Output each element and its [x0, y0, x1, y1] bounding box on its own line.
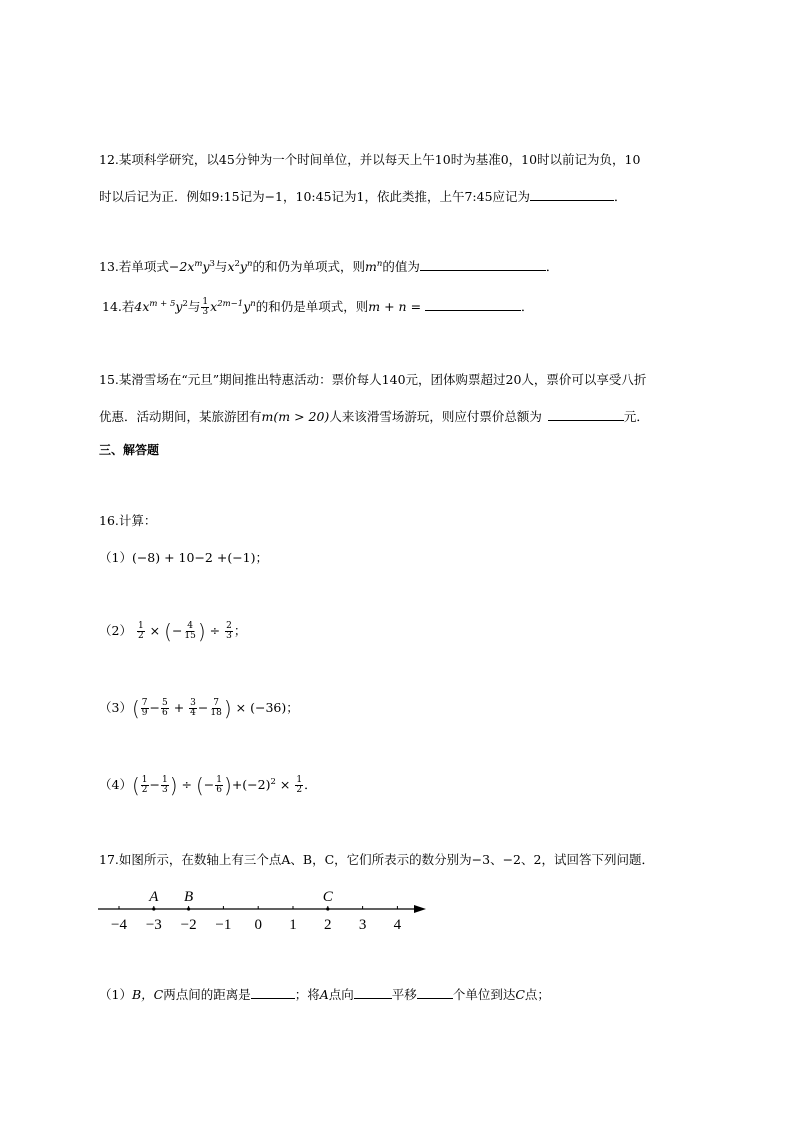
q12-line2: [99, 188, 627, 205]
frac-den: 2: [296, 785, 303, 795]
number-line-tick-label: 0: [254, 917, 262, 933]
q17-p1-c: C: [515, 987, 525, 1002]
left-paren: (: [195, 773, 204, 798]
q16-p4-frac1: [141, 776, 149, 795]
frac-den: 3: [226, 631, 232, 641]
q15-var: m(m > 20): [261, 409, 330, 424]
q12-text-2: 时以后记为正．例如9:15记为−1，10:45记为1，依此类推，上午7:45应记为: [99, 189, 531, 204]
frac-num: 1: [137, 621, 144, 631]
q14-term1-y: y: [175, 299, 183, 314]
number-line-point-label: C: [322, 889, 333, 905]
q17-p1-text-d: ；将: [294, 987, 320, 1002]
q16-part4: [99, 773, 317, 798]
q13-suffix-b: 的值为: [382, 259, 420, 274]
q13-mn-base: m: [364, 259, 377, 274]
right-paren: ): [197, 619, 206, 644]
q16-p4-exp: 2: [270, 777, 276, 787]
q16-p3-frac4: [209, 699, 222, 718]
q17-direction-blank[interactable]: [354, 986, 392, 999]
frac-num: 1: [296, 775, 303, 785]
q15-answer-blank[interactable]: [548, 408, 624, 421]
minus-sign: −: [197, 700, 209, 715]
number-line-tick-label: 1: [289, 917, 297, 933]
q14-mid: 与: [187, 299, 201, 314]
q14-fraction: [201, 298, 209, 317]
right-paren: ): [224, 773, 232, 798]
number-line-tick-label: 2: [324, 917, 332, 933]
q16-p4-frac4: [295, 776, 303, 795]
q14-expr: m + n =: [368, 299, 422, 314]
minus-sign: −: [149, 700, 160, 715]
q14-frac-num: 1: [202, 297, 209, 307]
q16-p3-frac3: [189, 699, 197, 718]
q17-units-blank[interactable]: [417, 986, 453, 999]
q13-mid: 与: [214, 259, 228, 274]
frac-num: 2: [226, 621, 232, 631]
number-line-point-b: [187, 907, 190, 910]
q16-p3-frac2: [161, 699, 169, 718]
q16-p3-tail: × (−36)；: [235, 700, 299, 715]
section-heading: 三、解答题: [99, 443, 160, 457]
frac-num: 1: [216, 775, 223, 785]
frac-num: 3: [190, 698, 196, 708]
right-paren: ): [223, 696, 232, 721]
number-line-point-c: [326, 907, 329, 910]
q16-p2-frac2: [183, 622, 196, 641]
q16-p4-mid: +(−2): [231, 777, 271, 792]
number-line-tick-label: −4: [111, 917, 127, 933]
q16-p2-label: （2）: [99, 623, 132, 638]
q15-text-2b: 人来该滑雪场游玩，则应付票价总额为: [329, 409, 542, 424]
q12-end: ．: [614, 189, 627, 204]
q14-term2-y-exp: n: [250, 299, 256, 309]
frac-num: 7: [141, 698, 148, 708]
frac-num: 1: [161, 775, 168, 785]
frac-den: 3: [161, 785, 168, 795]
number-line-tick-label: −2: [180, 917, 197, 933]
q17-p1-text-g: 平移: [391, 987, 417, 1002]
q15-text-2a: 优惠．活动期间，某旅游团有: [99, 409, 262, 424]
divide-sign: ÷: [209, 623, 221, 638]
frac-den: 2: [137, 631, 144, 641]
q13-exp-2: 2: [234, 259, 240, 269]
left-paren: (: [131, 773, 140, 798]
q16-p4-label: （4）: [99, 777, 132, 792]
number-line-tick-label: −1: [215, 917, 232, 933]
q14-term1: 4x: [134, 299, 150, 314]
q13-end: ．: [545, 259, 559, 274]
number-line-tick-label: 4: [393, 917, 402, 933]
q16-p4-frac2: [161, 776, 169, 795]
q17-p1-bc: B，C: [131, 987, 164, 1002]
q17-p1-label: （1）: [99, 987, 132, 1002]
q16-p2-end: ；: [233, 623, 247, 638]
q16-p1-expr: (−8) + 10−2 +(−1)；: [131, 550, 269, 565]
q15-end: 元．: [623, 409, 649, 424]
q14-answer-blank[interactable]: [425, 298, 521, 311]
q16-p4-end: ．: [304, 777, 317, 792]
q13-line: [99, 258, 558, 275]
q16-title: 16.计算：: [99, 513, 157, 528]
q16-p2-frac3: [225, 622, 233, 641]
q15-line2: [99, 408, 649, 425]
q14-frac-den: 3: [202, 307, 209, 317]
frac-num: 7: [213, 698, 219, 708]
q15-line1: [99, 372, 646, 388]
q16-p3-frac1: [141, 699, 149, 718]
number-line-tick-label: 3: [358, 917, 367, 933]
q13-term1: −2x: [168, 259, 195, 274]
left-paren: (: [131, 696, 140, 721]
q17-p1-text-c: 两点间的距离是: [163, 987, 251, 1002]
q17-part1: [99, 986, 550, 1003]
times-sign: ×: [149, 623, 161, 638]
frac-num: 5: [161, 698, 168, 708]
q13-exp-3: 3: [209, 259, 215, 269]
number-line-arrow-icon: [414, 905, 426, 913]
q13-prefix: 13.若单项式: [99, 259, 169, 274]
q17-p1-a: A: [319, 987, 329, 1002]
frac-den: 6: [161, 708, 168, 718]
q17-p1-text-h: 个单位到达: [452, 987, 516, 1002]
q17-p1-text-f: 点向: [328, 987, 354, 1002]
q14-suffix: 的和仍是单项式，则: [255, 299, 369, 314]
q12-line1: [99, 152, 640, 168]
number-line-point-a: [152, 907, 155, 910]
q16-p4-frac3: [215, 776, 223, 795]
minus-sign: −: [149, 777, 160, 792]
number-line-point-label: B: [184, 889, 194, 905]
q16-p1-label: （1）: [99, 550, 132, 565]
number-line-point-label: A: [149, 889, 159, 905]
number-line: [96, 880, 436, 936]
q14-end: ．: [521, 299, 534, 314]
q13-term2-y: y: [239, 259, 247, 274]
q13-exp-m: m: [194, 259, 203, 269]
q16-p2-frac1: [137, 622, 145, 641]
right-paren: ): [169, 773, 178, 798]
frac-den: 6: [216, 785, 223, 795]
q14-term2: x: [210, 299, 218, 314]
q13-suffix-a: 的和仍为单项式，则: [252, 259, 365, 274]
q13-term1-y: y: [202, 259, 210, 274]
q16-part3: [99, 696, 299, 721]
q17-text: 17.如图所示，在数轴上有三个点A、B，C，它们所表示的数分别为−3、−2、2，试回答下列问题．: [99, 852, 654, 867]
q14-term2-y: y: [243, 299, 251, 314]
q13-exp-n: n: [246, 259, 253, 269]
q12-text-1: 12.某项科学研究，以45分钟为一个时间单位，并以每天上午10时为基准0，10时以前记为负，10: [99, 152, 641, 167]
frac-num: 4: [187, 621, 194, 631]
frac-den: 2: [141, 785, 148, 795]
q14-prefix: 14.若: [102, 299, 135, 314]
q14-term1-exp: m + 5: [149, 299, 176, 309]
q17-distance-blank[interactable]: [251, 986, 295, 999]
q15-text-1: 15.某滑雪场在“元旦”期间推出特惠活动：票价每人140元，团体购票超过20人，票价可以享受八折: [99, 372, 647, 387]
q16-part2: [99, 619, 247, 644]
frac-den: 4: [190, 708, 196, 718]
q13-term2: x: [227, 259, 235, 274]
left-paren: (: [164, 619, 172, 644]
frac-num: 1: [141, 775, 148, 785]
q16-part1: [99, 550, 268, 566]
q12-answer-blank[interactable]: [530, 188, 614, 201]
number-line-tick-label: −3: [145, 917, 162, 933]
frac-den: 18: [210, 708, 222, 718]
q14-line: [102, 298, 534, 317]
q13-mn-exp: n: [376, 259, 383, 269]
q14-term1-y-exp: 2: [182, 299, 188, 309]
frac-den: 9: [141, 708, 148, 718]
plus-sign: +: [173, 700, 185, 715]
divide-sign: ÷: [181, 777, 192, 792]
minus-sign: −: [203, 777, 215, 792]
q14-term2-exp: 2m−1: [217, 299, 244, 309]
q16-p3-label: （3）: [99, 700, 132, 715]
q13-answer-blank[interactable]: [420, 258, 546, 271]
minus-sign: −: [171, 623, 183, 638]
frac-den: 15: [184, 631, 196, 641]
times-sign: ×: [279, 777, 291, 792]
q17-p1-text-j: 点；: [524, 987, 550, 1002]
